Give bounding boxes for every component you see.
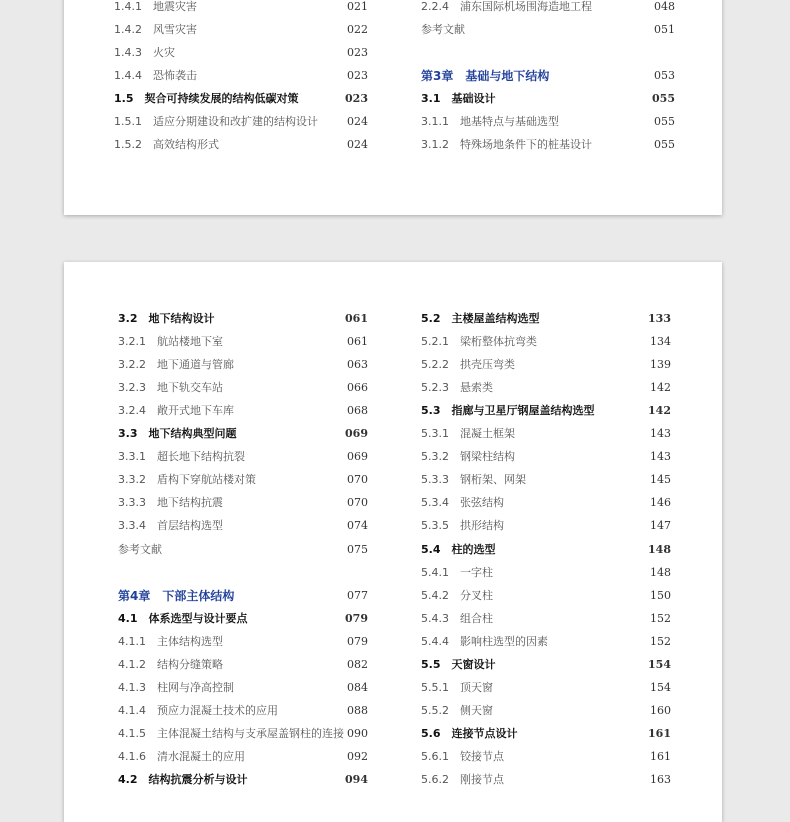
toc-entry-page-number: 142	[648, 404, 671, 418]
toc-entry-sub	[118, 678, 368, 698]
toc-entry-title: 第4章 下部主体结构	[118, 588, 235, 603]
toc-entry-sub	[421, 135, 675, 155]
toc-entry-page-number: 088	[347, 703, 368, 717]
toc-page-upper	[64, 0, 722, 215]
toc-entry-page-number: 148	[650, 565, 671, 579]
toc-entry-title: 4.2 结构抗震分析与设计	[118, 773, 248, 786]
toc-entry-title: 4.1.1 主体结构选型	[118, 634, 223, 648]
toc-entry-sub	[118, 540, 368, 560]
toc-entry-title: 4.1.5 主体混凝土结构与支承屋盖钢柱的连接	[118, 726, 344, 740]
toc-entry-page-number: 023	[345, 92, 368, 106]
toc-entry-page-number: 053	[654, 69, 675, 83]
toc-entry-section	[118, 309, 368, 329]
toc-entry-title: 5.4.2 分叉柱	[421, 588, 493, 602]
toc-entry-page-number: 063	[347, 358, 368, 372]
toc-entry-section	[421, 724, 671, 744]
toc-entry-sub	[421, 493, 671, 513]
toc-entry-title: 5.6.1 铰接节点	[421, 749, 504, 763]
toc-entry-sub	[421, 332, 671, 352]
toc-entry-page-number: 061	[345, 312, 368, 325]
toc-entry-title: 1.5 契合可持续发展的结构低碳对策	[114, 92, 299, 106]
toc-entry-page-number: 066	[347, 381, 368, 395]
toc-entry-page-number: 069	[345, 427, 368, 441]
toc-entry-sub	[421, 112, 675, 132]
toc-entry-title: 3.2.1 航站楼地下室	[118, 335, 223, 349]
toc-entry-title: 4.1 体系选型与设计要点	[118, 611, 248, 625]
toc-entry-sub	[421, 747, 671, 767]
toc-entry-sub	[421, 586, 671, 606]
toc-entry-title: 5.3.5 拱形结构	[421, 519, 504, 533]
toc-entry-title: 5.2.2 拱壳压弯类	[421, 358, 515, 372]
toc-entry-title: 4.1.2 结构分缝策略	[118, 657, 223, 671]
toc-entry-page-number: 090	[347, 726, 368, 740]
toc-entry-sub	[421, 678, 671, 698]
toc-entry-page-number: 133	[648, 312, 671, 325]
toc-entry-page-number: 092	[347, 749, 368, 763]
toc-entry-section	[421, 655, 671, 675]
toc-entry-page-number: 023	[347, 46, 368, 60]
toc-entry-title: 5.3.4 张弦结构	[421, 496, 504, 510]
toc-entry-sub	[118, 747, 368, 767]
toc-entry-title: 1.4.3 火灾	[114, 46, 175, 60]
toc-entry-title: 5.4.4 影响柱选型的因素	[421, 634, 548, 648]
toc-entry-sub	[421, 770, 671, 790]
toc-entry-title: 3.2.4 敞开式地下车库	[118, 404, 234, 418]
toc-entry-page-number: 163	[650, 773, 671, 786]
toc-entry-page-number: 161	[648, 726, 671, 740]
toc-entry-title: 4.1.3 柱网与净高控制	[118, 680, 234, 694]
toc-entry-sub	[118, 655, 368, 675]
toc-entry-title: 3.2 地下结构设计	[118, 312, 215, 325]
toc-entry-page-number: 154	[648, 657, 671, 671]
toc-entry-sub	[118, 401, 368, 421]
toc-entry-title: 3.2.2 地下通道与管廊	[118, 358, 234, 372]
toc-entry-title: 5.4.3 组合柱	[421, 611, 493, 625]
toc-entry-page-number: 070	[347, 496, 368, 510]
toc-entry-page-number: 069	[347, 450, 368, 464]
toc-entry-sub	[114, 112, 368, 132]
toc-entry-title: 5.2 主楼屋盖结构选型	[421, 312, 540, 325]
toc-entry-sub	[118, 724, 368, 744]
toc-entry-section	[421, 89, 675, 109]
toc-entry-title: 3.3.1 超长地下结构抗裂	[118, 450, 245, 464]
toc-entry-title: 3.1 基础设计	[421, 92, 496, 106]
toc-entry-sub	[421, 447, 671, 467]
toc-entry-title: 3.3.4 首层结构选型	[118, 519, 223, 533]
toc-entry-page-number: 145	[650, 473, 671, 487]
toc-entry-title: 5.6.2 刚接节点	[421, 773, 504, 786]
toc-entry-title: 5.4 柱的选型	[421, 542, 496, 556]
toc-entry-title: 5.3.2 钢梁柱结构	[421, 450, 515, 464]
toc-entry-page-number: 146	[650, 496, 671, 510]
toc-entry-sub	[421, 20, 675, 40]
toc-entry-sub	[114, 0, 368, 17]
toc-entry-title: 5.2.1 梁桁整体抗弯类	[421, 335, 537, 349]
toc-entry-sub	[114, 20, 368, 40]
toc-entry-sub	[114, 43, 368, 63]
toc-entry-page-number: 079	[345, 611, 368, 625]
toc-entry-page-number: 139	[650, 358, 671, 372]
toc-entry-page-number: 134	[650, 335, 671, 349]
toc-entry-title: 5.3 指廊与卫星厅钢屋盖结构选型	[421, 404, 595, 418]
toc-page-lower	[64, 262, 722, 822]
toc-entry-page-number: 147	[650, 519, 671, 533]
toc-entry-page-number: 074	[347, 519, 368, 533]
toc-entry-section	[421, 309, 671, 329]
toc-entry-page-number: 152	[650, 611, 671, 625]
toc-entry-title: 3.3 地下结构典型问题	[118, 427, 237, 441]
toc-entry-page-number: 143	[650, 427, 671, 441]
toc-entry-title: 5.6 连接节点设计	[421, 726, 518, 740]
toc-entry-sub	[421, 516, 671, 536]
toc-entry-section	[118, 770, 368, 790]
toc-entry-sub	[118, 332, 368, 352]
toc-entry-sub	[118, 378, 368, 398]
toc-entry-title: 参考文献	[421, 23, 465, 37]
toc-entry-section	[118, 609, 368, 629]
toc-entry-page-number: 148	[648, 542, 671, 556]
toc-entry-page-number: 160	[650, 703, 671, 717]
toc-entry-sub	[421, 563, 671, 583]
toc-entry-page-number: 161	[650, 749, 671, 763]
toc-entry-sub	[421, 424, 671, 444]
toc-entry-title: 4.1.4 预应力混凝土技术的应用	[118, 703, 278, 717]
toc-entry-title: 1.4.4 恐怖袭击	[114, 69, 197, 83]
toc-entry-page-number: 024	[347, 115, 368, 129]
toc-entry-sub	[421, 355, 671, 375]
toc-entry-title: 参考文献	[118, 542, 162, 556]
toc-entry-page-number: 094	[345, 773, 368, 786]
toc-entry-title: 3.2.3 地下轨交车站	[118, 381, 223, 395]
toc-entry-page-number: 048	[654, 0, 675, 13]
toc-entry-title: 5.5.2 侧天窗	[421, 703, 493, 717]
toc-entry-title: 3.1.1 地基特点与基础选型	[421, 115, 559, 129]
toc-entry-page-number: 142	[650, 381, 671, 395]
toc-entry-page-number: 061	[347, 335, 368, 349]
toc-entry-page-number: 070	[347, 473, 368, 487]
toc-entry-sub	[118, 493, 368, 513]
toc-entry-page-number: 077	[347, 588, 368, 602]
toc-entry-page-number: 084	[347, 680, 368, 694]
toc-entry-sub	[421, 0, 675, 17]
toc-entry-sub	[421, 470, 671, 490]
toc-entry-sub	[421, 632, 671, 652]
toc-entry-page-number: 075	[347, 542, 368, 556]
toc-entry-title: 3.1.2 特殊场地条件下的桩基设计	[421, 138, 592, 152]
toc-entry-sub	[118, 632, 368, 652]
toc-entry-title: 1.4.2 风雪灾害	[114, 23, 197, 37]
toc-entry-page-number: 055	[652, 92, 675, 106]
toc-entry-page-number: 021	[347, 0, 368, 13]
toc-entry-page-number: 023	[347, 69, 368, 83]
toc-entry-title: 3.3.2 盾构下穿航站楼对策	[118, 473, 256, 487]
toc-entry-page-number: 068	[347, 404, 368, 418]
toc-entry-page-number: 143	[650, 450, 671, 464]
toc-entry-title: 5.2.3 悬索类	[421, 381, 493, 395]
toc-entry-sub	[118, 516, 368, 536]
toc-entry-sub	[421, 378, 671, 398]
toc-entry-section	[421, 401, 671, 421]
toc-entry-title: 5.3.3 钢桁架、网架	[421, 473, 526, 487]
toc-entry-sub	[421, 701, 671, 721]
toc-entry-sub	[118, 701, 368, 721]
toc-entry-sub	[118, 447, 368, 467]
toc-entry-page-number: 079	[347, 634, 368, 648]
toc-entry-title: 5.5 天窗设计	[421, 657, 496, 671]
toc-entry-page-number: 024	[347, 138, 368, 152]
toc-entry-page-number: 055	[654, 138, 675, 152]
toc-entry-page-number: 051	[654, 23, 675, 37]
toc-entry-section	[114, 89, 368, 109]
toc-entry-title: 5.5.1 顶天窗	[421, 680, 493, 694]
toc-entry-chapter	[421, 66, 675, 86]
toc-entry-title: 5.3.1 混凝土框架	[421, 427, 515, 441]
toc-entry-page-number: 152	[650, 634, 671, 648]
toc-entry-page-number: 154	[650, 680, 671, 694]
toc-entry-chapter	[118, 586, 368, 606]
toc-entry-title: 4.1.6 清水混凝土的应用	[118, 749, 245, 763]
toc-entry-title: 1.5.1 适应分期建设和改扩建的结构设计	[114, 115, 318, 129]
toc-entry-sub	[114, 66, 368, 86]
toc-entry-title: 2.2.4 浦东国际机场围海造地工程	[421, 0, 592, 13]
toc-entry-section	[118, 424, 368, 444]
toc-entry-page-number: 082	[347, 657, 368, 671]
toc-entry-title: 1.4.1 地震灾害	[114, 0, 197, 13]
toc-entry-sub	[118, 470, 368, 490]
toc-entry-sub	[421, 609, 671, 629]
toc-entry-page-number: 150	[650, 588, 671, 602]
toc-entry-page-number: 022	[347, 23, 368, 37]
toc-entry-title: 3.3.3 地下结构抗震	[118, 496, 223, 510]
toc-entry-page-number: 055	[654, 115, 675, 129]
toc-entry-title: 第3章 基础与地下结构	[421, 69, 550, 84]
toc-entry-sub	[114, 135, 368, 155]
toc-entry-title: 1.5.2 高效结构形式	[114, 138, 219, 152]
toc-entry-title: 5.4.1 一字柱	[421, 565, 493, 579]
toc-entry-section	[421, 540, 671, 560]
toc-entry-sub	[118, 355, 368, 375]
